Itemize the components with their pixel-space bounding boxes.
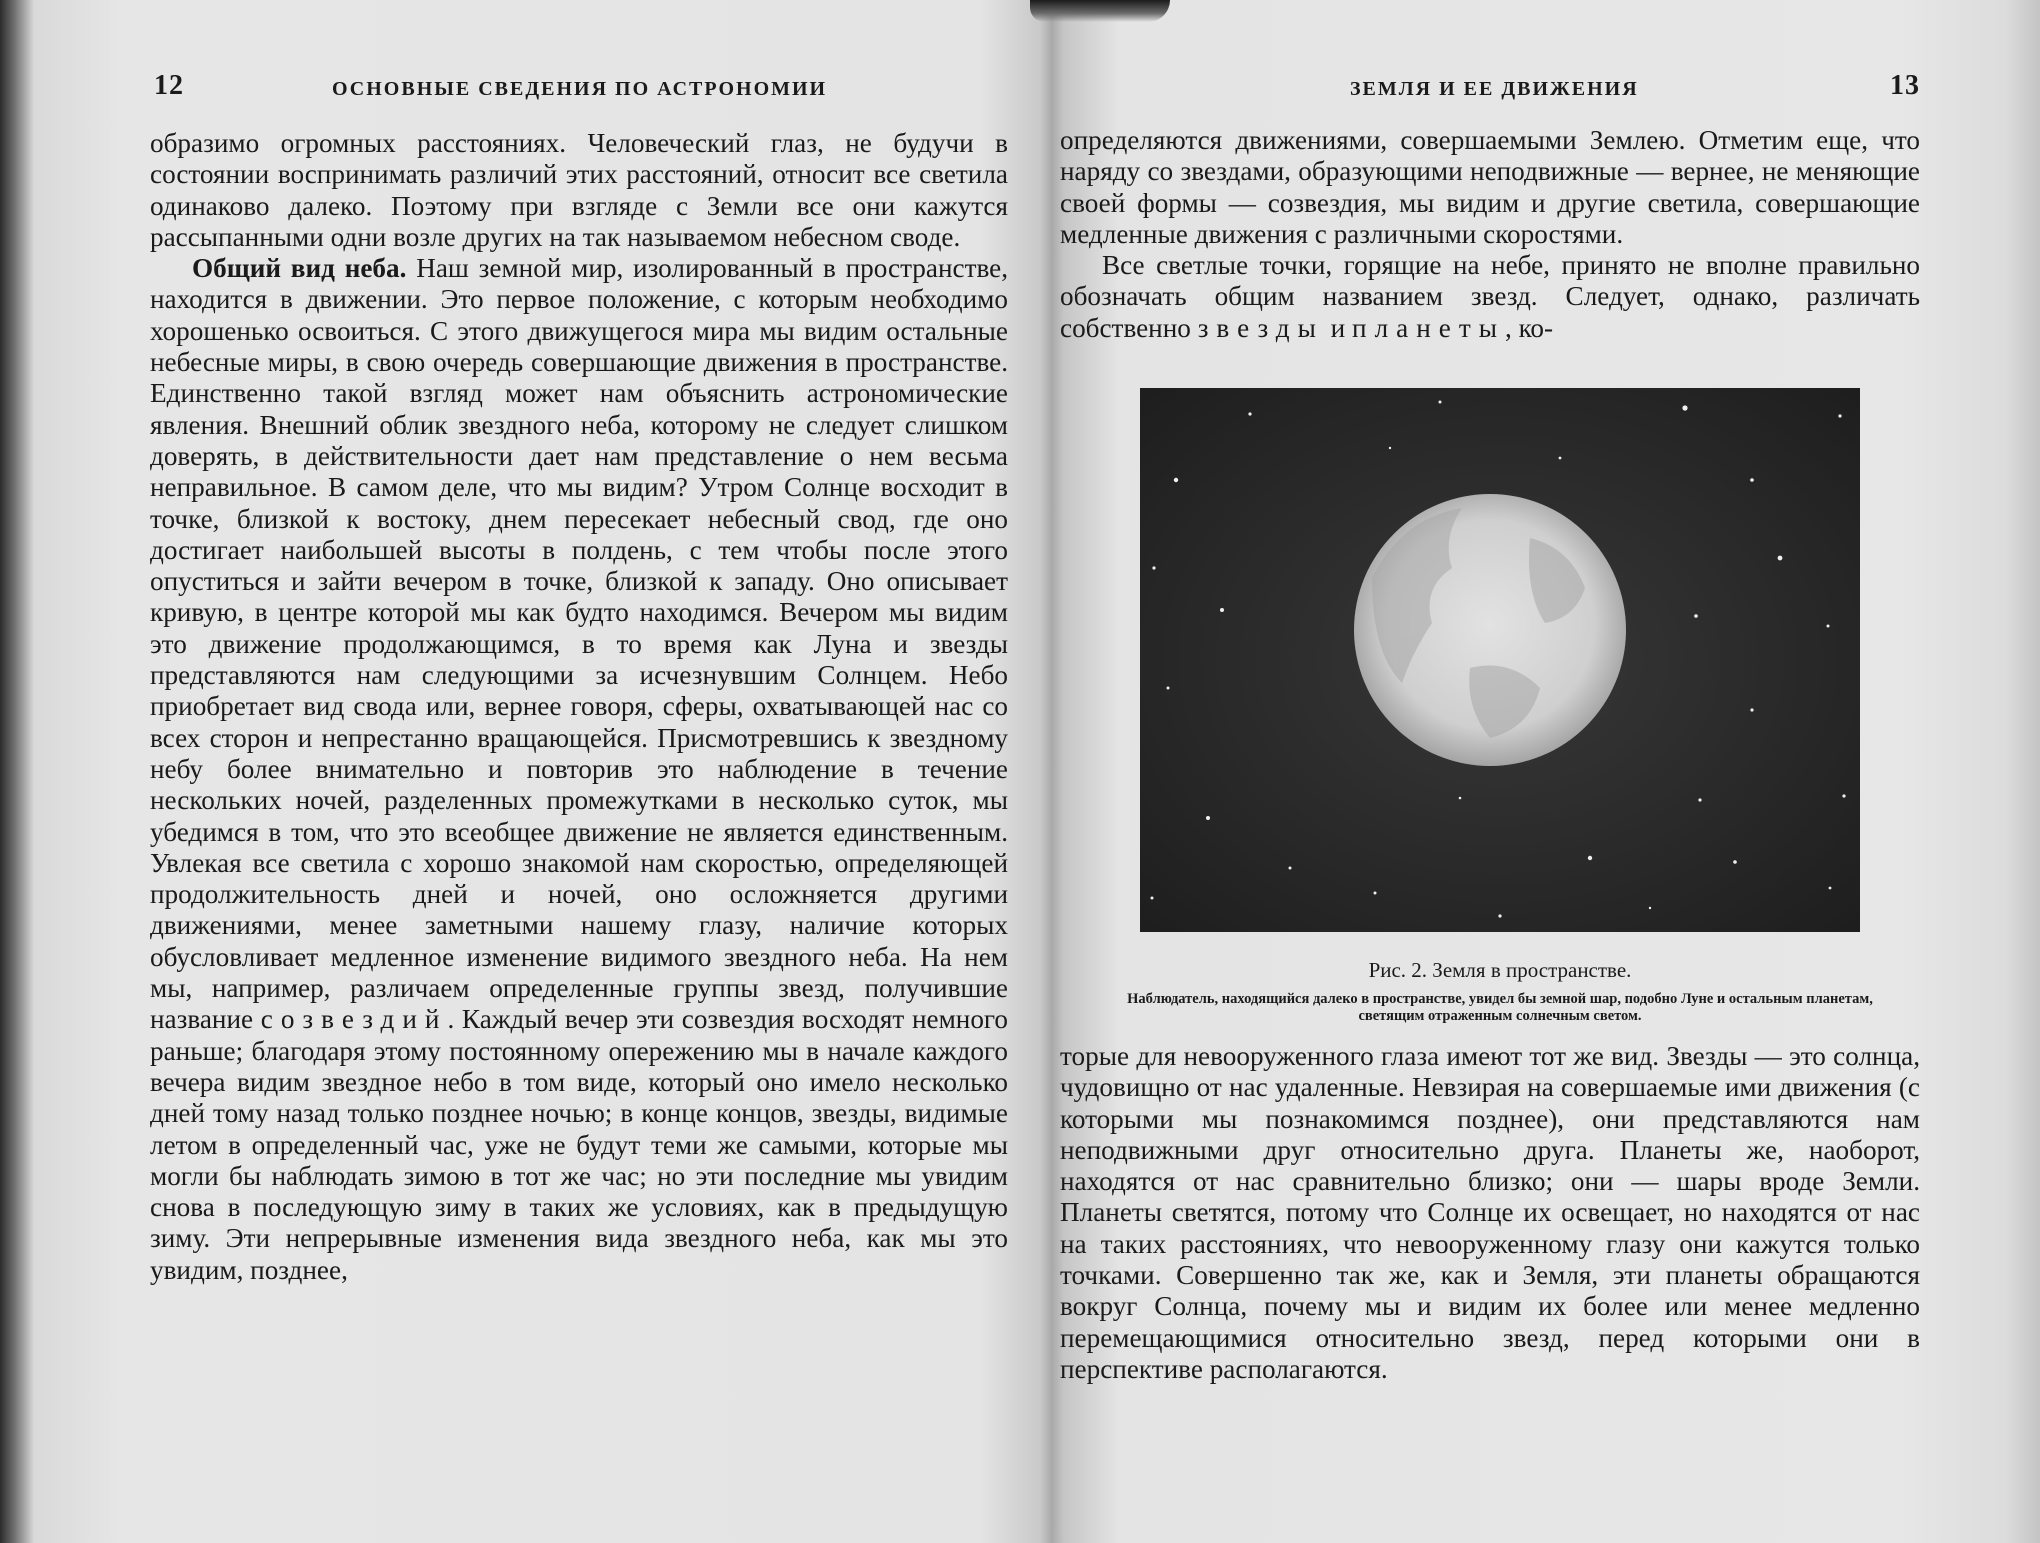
term-planets: планеты [1352, 312, 1505, 343]
term-constellations: созвездий [260, 1004, 448, 1035]
left-paragraph-2-text-b: . Каждый вечер эти созвездия восходят немного раньше; благодаря этому постоянному опережению мы в начале каждого вечера видим звездное небо в том виде, который оно имело несколько дней тому назад только позднее ночью; в конце концов, звезды, видимые летом в определенный час, уже не будут теми же самыми, которые мы могли бы наблюдать зимою в тот же час; но эти последние мы увидим снова в последующую зиму в таких же условиях, как в предыдущую зиму. Эти непрерывные изменения вида звездного неба, как мы это увидим, позднее, [150, 1004, 1008, 1285]
figure-caption [1100, 958, 1900, 1025]
right-page-body-bottom [1060, 1041, 1920, 1385]
right-page-body-top [1060, 125, 1920, 344]
section-lead-heading: Общий вид неба. [192, 253, 407, 284]
right-paragraph-3: торые для невооруженного глаза имеют тот же вид. Звезды — это солнца, чудовищно от нас удаленные. Невзирая на совершаемые ими движения (с которыми мы познакомимся позднее), они представляются нам неподвижными друг относительно друга. Планеты же, наоборот, находятся от нас сравнительно близко; они — шары вроде Земли. Планеты светятся, потому что Солнце их освещает, но находятся от нас на таких расстояниях, что невооруженному глазу они кажутся только точками. Совершенно так же, как и Земля, эти планеты обращаются вокруг Солнца, почему мы и видим их более или менее медленно перемещающимися относительно звезд, перед которыми они в перспективе располагаются. [1060, 1041, 1920, 1384]
right-paragraph-2-text-b: , ко- [1504, 312, 1554, 343]
right-running-title: ЗЕМЛЯ И ЕЕ ДВИЖЕНИЯ [1350, 78, 1639, 100]
left-paragraph-2-text-a: Наш земной мир, изолированный в пространстве, находится в движении. Это первое положение, с которым необходимо хорошенько освоиться. С этого движущегося мира мы видим остальные небесные миры, в свою очередь совершающие движения в пространстве. Единственно такой взгляд может нам объяснить астрономические явления. Внешний облик звездного неба, которому не следует слишком доверять, в действительности дает нам представление о нем весьма неправильное. В самом деле, что мы видим? Утром Солнце восходит в точке, близкой к востоку, днем пересекает небесный свод, где оно достигает наибольшей высоты в полдень, с тем чтобы после этого опуститься и зайти вечером в точке, близкой к западу. Оно описывает кривую, в центре которой мы как будто находимся. Вечером мы видим это движение продолжающимся, в то время как Луна и звезды представляются нам следующими за исчезнувшим Солнцем. Небо приобретает вид свода или, вернее говоря, сферы, охватывающей нас со всех сторон и непрестанно вращающейся. Присмотревшись к звездному небу более внимательно и повторив это наблюдение в течение нескольких ночей, разделенных промежутками в несколько суток, мы убедимся в том, что это всеобщее движение не является единственным. Увлекая все светила с хорошо знакомой нам скоростью, определяющей продолжительность дней и ночей, оно осложняется другими движениями, менее заметными нашему глазу, наличие которых обусловливает медленное изменение видимого звездного неба. На нем мы, например, различаем определенные группы звезд, получившие название [150, 253, 1008, 1035]
earth-illustration [1140, 388, 1860, 932]
left-page-header [150, 70, 1008, 110]
left-paragraph-1: образимо огромных расстояниях. Человеческий глаз, не будучи в состоянии воспринимать различий этих расстояний, относит все светила одинаково далеко. Поэтому при взгляде с Земли все они кажутся рассыпанными одни возле других на так называемом небесном своде. [150, 128, 1008, 252]
figure-caption-text: Наблюдатель, находящийся далеко в пространстве, увидел бы земной шар, подобно Луне и остальным планетам, светящим отраженным солнечным светом. [1127, 991, 1873, 1024]
right-paragraph-2-conj: и [1323, 312, 1353, 343]
right-page-number: 13 [1890, 70, 1920, 101]
right-page [1060, 0, 1920, 1543]
left-page [150, 0, 1008, 1543]
figure-caption-title: Рис. 2. Земля в пространстве. [1368, 958, 1632, 982]
right-paragraph-2 [1060, 250, 1920, 344]
right-paragraph-2-text-a: Все светлые точки, горящие на небе, принято не вполне правильно обозначать общим названием звезд. Следует, однако, различать собственно [1060, 250, 1920, 343]
right-paragraph-1: определяются движениями, совершаемыми Землею. Отметим еще, что наряду со звездами, образующими неподвижные — вернее, не меняющие своей формы — созвездия, мы видим и другие светила, совершающие медленные движения с различными скоростями. [1060, 125, 1920, 249]
left-paragraph-2 [150, 253, 1008, 1286]
earth-in-space-figure [1140, 388, 1860, 932]
right-page-header [1060, 70, 1920, 110]
left-running-title: ОСНОВНЫЕ СВЕДЕНИЯ ПО АСТРОНОМИИ [332, 78, 828, 100]
left-page-number: 12 [154, 70, 184, 101]
term-stars: звезды [1197, 312, 1324, 343]
left-page-body [150, 128, 1008, 1286]
